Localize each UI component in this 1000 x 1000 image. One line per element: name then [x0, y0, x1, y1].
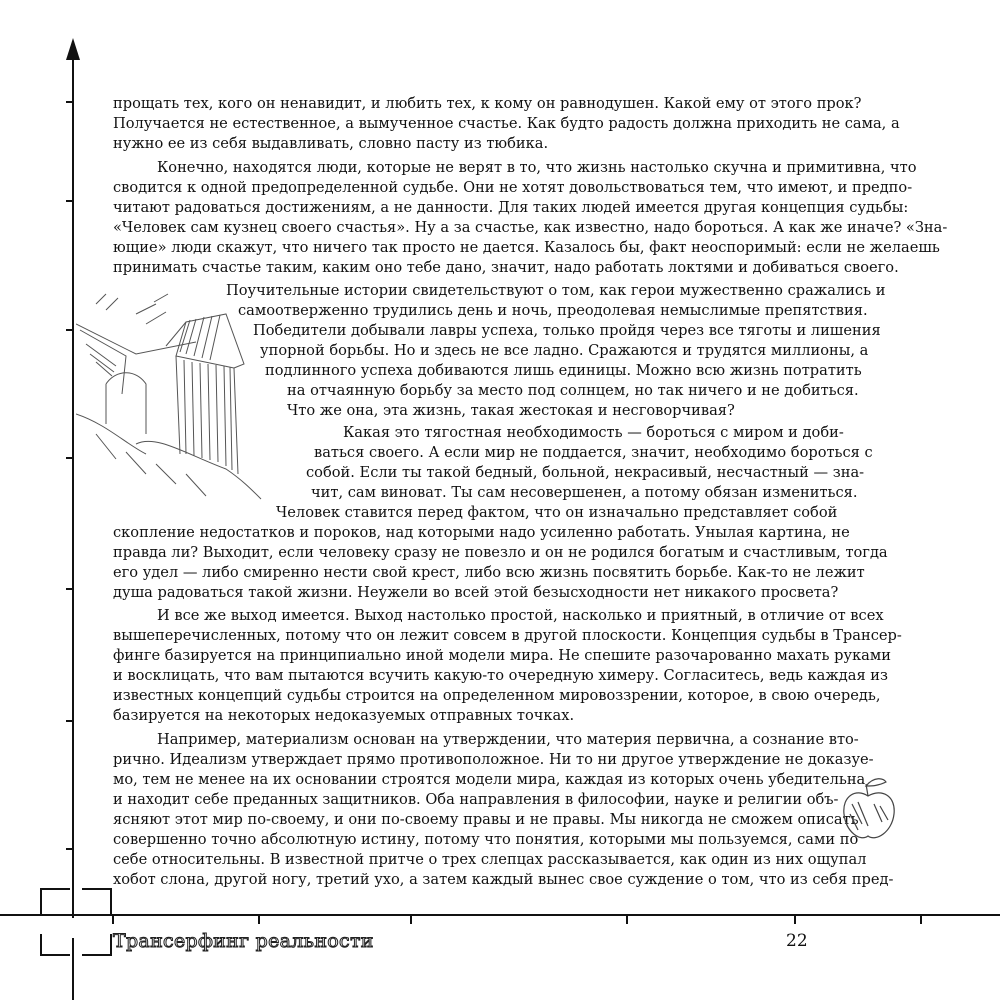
- text-line: подлинного успеха добиваются лишь единицы. Можно всю жизнь потратить: [265, 362, 862, 379]
- text-line: Получается не естественное, а вымученное счастье. Как будто радость должна приходить не сама, а: [113, 115, 900, 132]
- margin-tick: [66, 848, 73, 850]
- text-line: сводится к одной предопределенной судьбе. Они не хотят довольствоваться тем, что имеют, и предпо-: [113, 179, 913, 196]
- footer-rule: [0, 914, 1000, 916]
- crop-mark: [82, 934, 112, 956]
- margin-tick: [66, 457, 73, 459]
- footer-tick: [410, 914, 412, 924]
- text-line: и восклицать, что вам пытаются всучить какую-то очередную химеру. Согласитесь, ведь каждая из: [113, 667, 888, 684]
- text-line: Человек ставится перед фактом, что он изначально представляет собой: [276, 504, 838, 521]
- margin-rule-lower: [72, 938, 74, 1000]
- text-line: душа радоваться такой жизни. Неужели во всей этой безысходности нет никакого просвета?: [113, 584, 839, 601]
- footer-tick: [112, 914, 114, 924]
- running-footer-title: Трансерфинг реальности: [113, 930, 374, 952]
- text-line: Победители добывали лавры успеха, только пройдя через все тяготы и лишения: [253, 322, 881, 339]
- text-line: Конечно, находятся люди, которые не верят в то, что жизнь настолько скучна и примитивна, что: [157, 159, 917, 176]
- text-line: совершенно точно абсолютную истину, потому что понятия, которыми мы пользуемся, сами по: [113, 831, 859, 848]
- text-line: «Человек сам кузнец своего счастья». Ну а за счастье, как известно, надо бороться. А как же иначе? «Зна-: [113, 219, 948, 236]
- text-line: ющие» люди скажут, что ничего так просто не дается. Казалось бы, факт неоспоримый: если не желаешь: [113, 239, 940, 256]
- text-line: известных концепций судьбы строится на определенном мировоззрении, которое, в свою очередь,: [113, 687, 881, 704]
- text-line: Поучительные истории свидетельствуют о том, как герои мужественно сражались и: [226, 282, 886, 299]
- crop-mark: [40, 934, 70, 956]
- text-line: Какая это тягостная необходимость — бороться с миром и доби-: [343, 424, 844, 441]
- text-line: и находит себе преданных защитников. Оба направления в философии, науке и религии объ-: [113, 791, 839, 808]
- page-number: 22: [786, 931, 808, 951]
- margin-tick: [66, 200, 73, 202]
- crop-mark: [82, 888, 112, 916]
- margin-rule: [72, 48, 74, 918]
- crop-mark: [40, 888, 70, 916]
- text-line: Что же она, эта жизнь, такая жестокая и несговорчивая?: [287, 402, 735, 419]
- text-line: принимать счастье таким, каким оно тебе дано, значит, надо работать локтями и добиваться своего.: [113, 259, 899, 276]
- text-line: хобот слона, другой ногу, третий ухо, а затем каждый вынес свое суждение о том, что из себя пред-: [113, 871, 894, 888]
- text-line: на отчаянную борьбу за место под солнцем, но так ничего и не добиться.: [287, 382, 859, 399]
- footer-tick: [920, 914, 922, 924]
- text-line: правда ли? Выходит, если человеку сразу не повезло и он не родился богатым и счастливым, тогда: [113, 544, 888, 561]
- text-line: ваться своего. А если мир не поддается, значит, необходимо бороться с: [314, 444, 873, 461]
- footer-tick: [258, 914, 260, 924]
- text-line: нужно ее из себя выдавливать, словно пасту из тюбика.: [113, 135, 549, 152]
- text-line: рично. Идеализм утверждает прямо противоположное. Ни то ни другое утверждение не доказуе-: [113, 751, 874, 768]
- text-line: упорной борьбы. Но и здесь не все ладно. Сражаются и трудятся миллионы, а: [260, 342, 869, 359]
- text-line: Например, материализм основан на утверждении, что материя первична, а сознание вто-: [157, 731, 859, 748]
- house-sketch-icon: [76, 284, 266, 504]
- apple-sketch-icon: [838, 774, 898, 844]
- text-line: вышеперечисленных, потому что он лежит совсем в другой плоскости. Концепция судьбы в Трансер-: [113, 627, 902, 644]
- text-line: собой. Если ты такой бедный, больной, некрасивый, несчастный — зна-: [306, 464, 865, 481]
- text-line: И все же выход имеется. Выход настолько простой, насколько и приятный, в отличие от всех: [157, 607, 884, 624]
- text-line: себе относительны. В известной притче о трех слепцах рассказывается, как один из них ощупал: [113, 851, 867, 868]
- text-line: чит, сам виноват. Ты сам несовершенен, а потому обязан измениться.: [311, 484, 858, 501]
- text-line: мо, тем не менее на их основании строятся модели мира, каждая из которых очень убедительна: [113, 771, 866, 788]
- text-line: прощать тех, кого он ненавидит, и любить тех, к кому он равнодушен. Какой ему от этого прок?: [113, 95, 862, 112]
- text-line: ясняют этот мир по-своему, и они по-своему правы и не правы. Мы никогда не сможем описать: [113, 811, 859, 828]
- text-line: базируется на некоторых недоказуемых отправных точках.: [113, 707, 575, 724]
- footer-tick: [626, 914, 628, 924]
- text-line: скопление недостатков и пороков, над которыми надо усиленно работать. Унылая картина, не: [113, 524, 850, 541]
- text-line: его удел — либо смиренно нести свой крест, либо всю жизнь посвятить борьбе. Как-то не лежит: [113, 564, 865, 581]
- text-line: самоотверженно трудились день и ночь, преодолевая немыслимые препятствия.: [238, 302, 868, 319]
- margin-tick: [66, 101, 73, 103]
- margin-tick: [66, 720, 73, 722]
- margin-tick: [66, 588, 73, 590]
- text-line: финге базируется на принципиально иной модели мира. Не спешите разочарованно махать руками: [113, 647, 891, 664]
- margin-tick: [66, 329, 73, 331]
- footer-tick: [794, 914, 796, 924]
- text-line: читают радоваться достижениям, а не данности. Для таких людей имеется другая концепция судьбы:: [113, 199, 909, 216]
